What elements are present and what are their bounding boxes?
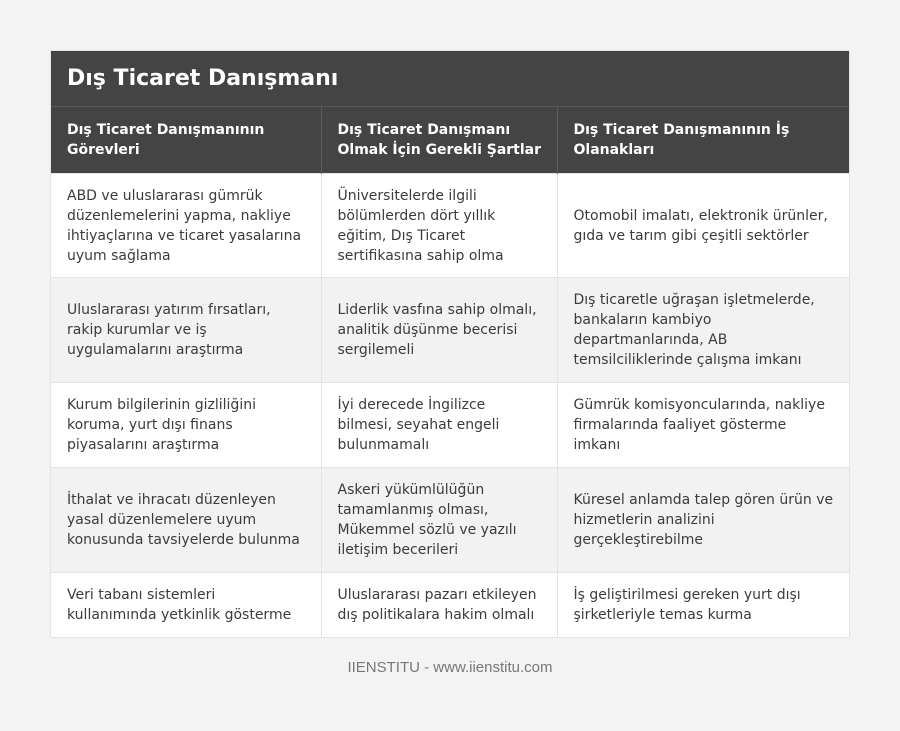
table-cell: Gümrük komisyoncularında, nakliye firmalarında faaliyet gösterme imkanı	[557, 383, 849, 468]
table-cell: Uluslararası pazarı etkileyen dış politikalara hakim olmalı	[321, 573, 557, 638]
table-cell: İthalat ve ihracatı düzenleyen yasal düzenlemelere uyum konusunda tavsiyelerde bulunma	[51, 468, 321, 573]
table-cell: Otomobil imalatı, elektronik ürünler, gıda ve tarım gibi çeşitli sektörler	[557, 174, 849, 278]
table-row	[51, 278, 849, 383]
info-table	[51, 107, 849, 637]
table-cell: Küresel anlamda talep gören ürün ve hizmetlerin analizini gerçekleştirebilme	[557, 468, 849, 573]
table-title: Dış Ticaret Danışmanı	[51, 51, 849, 107]
column-header-duties: Dış Ticaret Danışmanının Görevleri	[51, 107, 321, 174]
table-cell: İş geliştirilmesi gereken yurt dışı şirketleriyle temas kurma	[557, 573, 849, 638]
table-cell: Veri tabanı sistemleri kullanımında yetkinlik gösterme	[51, 573, 321, 638]
table-cell: Üniversitelerde ilgili bölümlerden dört yıllık eğitim, Dış Ticaret sertifikasına sahip olma	[321, 174, 557, 278]
table-cell: Kurum bilgilerinin gizliliğini koruma, yurt dışı finans piyasalarını araştırma	[51, 383, 321, 468]
table-cell: Liderlik vasfına sahip olmalı, analitik düşünme becerisi sergilemeli	[321, 278, 557, 383]
table-cell: Dış ticaretle uğraşan işletmelerde, bankaların kambiyo departmanlarında, AB temsilciliklerinde çalışma imkanı	[557, 278, 849, 383]
table-row	[51, 573, 849, 638]
column-header-opportunities: Dış Ticaret Danışmanının İş Olanakları	[557, 107, 849, 174]
table-row	[51, 174, 849, 278]
column-header-requirements: Dış Ticaret Danışmanı Olmak İçin Gerekli Şartlar	[321, 107, 557, 174]
header-row	[51, 107, 849, 174]
table-cell: ABD ve uluslararası gümrük düzenlemelerini yapma, nakliye ihtiyaçlarına ve ticaret yasalarına uyum sağlama	[51, 174, 321, 278]
table-row	[51, 468, 849, 573]
table-row	[51, 383, 849, 468]
info-card	[51, 51, 849, 637]
table-cell: Uluslararası yatırım fırsatları, rakip kurumlar ve iş uygulamalarını araştırma	[51, 278, 321, 383]
table-cell: Askeri yükümlülüğün tamamlanmış olması, Mükemmel sözlü ve yazılı iletişim becerileri	[321, 468, 557, 573]
footer-credit: IIENSTITU - www.iienstitu.com	[347, 659, 553, 676]
table-cell: İyi derecede İngilizce bilmesi, seyahat engeli bulunmamalı	[321, 383, 557, 468]
